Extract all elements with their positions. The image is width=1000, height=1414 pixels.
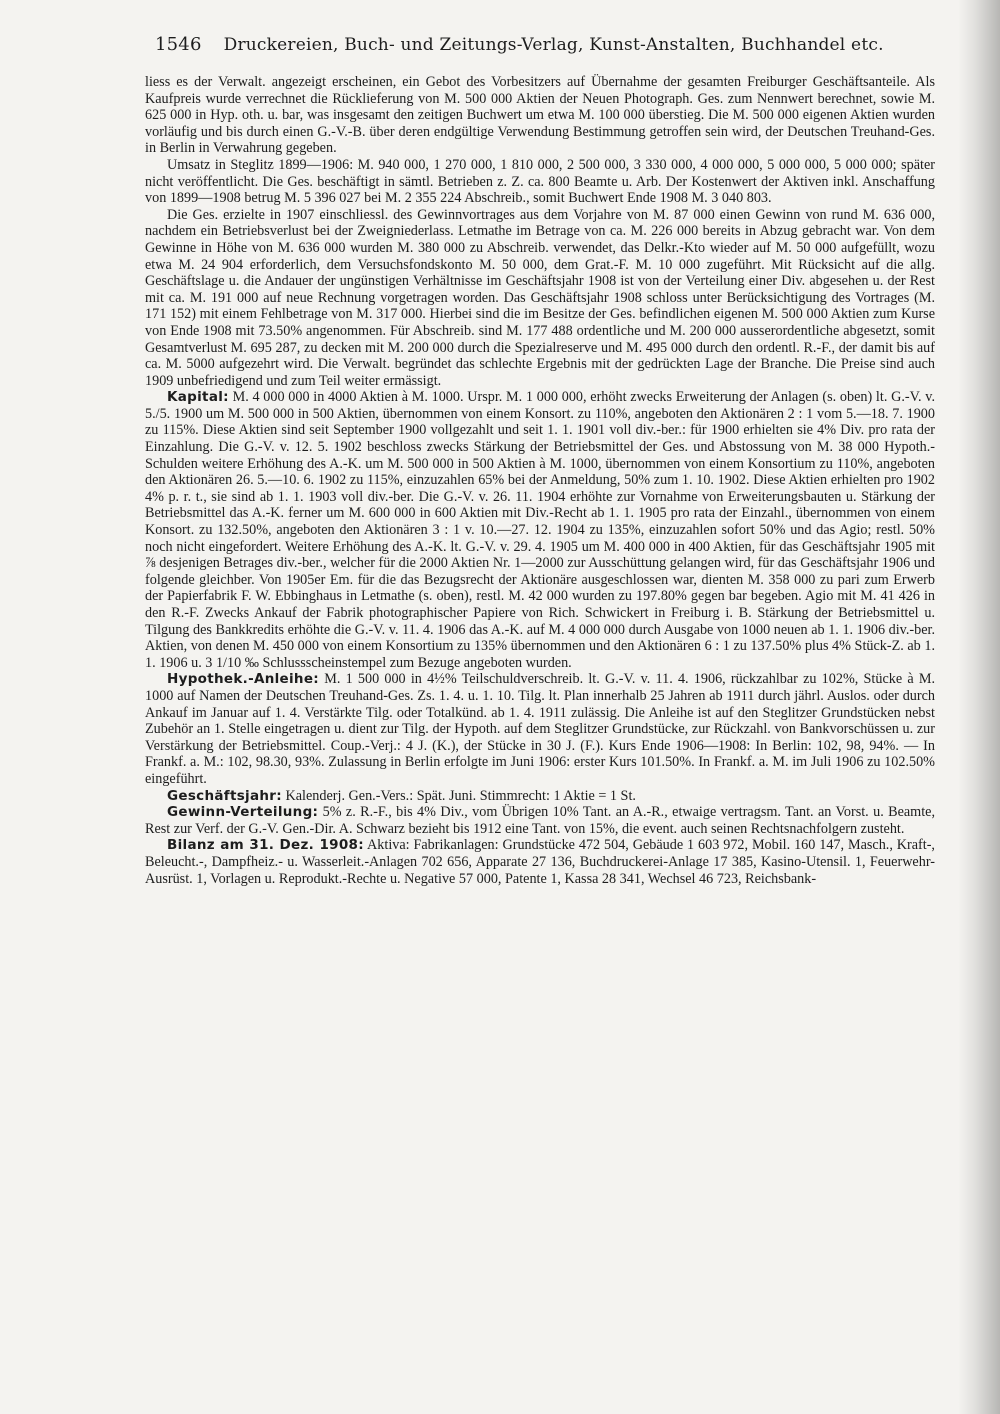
page-number: 1546 (155, 34, 202, 55)
book-spine-shadow (958, 0, 1000, 1414)
paragraph-kapital: Kapital: M. 4 000 000 in 4000 Aktien à M. 1000. Urspr. M. 1 000 000, erhöht zwecks Erweiterung der Anlagen (s. oben) lt. G.-V. v. 5./5. 1900 um M. 500 000 in 500 Aktien, übernommen von einem Konsort. zu 110%, angeboten den Aktionären 2 : 1 vom 5.—18. 7. 1900 zu 115%. Diese Aktien sind seit September 1900 vollgezahlt und seit 1. 1. 1901 voll div.-ber.: für 1900 erhielten sie 4% Div. pro rata der Einzahlung. Die G.-V. v. 12. 5. 1902 beschloss zwecks Stärkung der Betriebsmittel der Ges. und Abstossung von M. 38 000 Hypoth.-Schulden weitere Erhöhung des A.-K. um M. 500 000 in 500 Aktien à M. 1000, übernommen von einem Konsortium zu 110%, angeboten den Aktionären 26. 5.—10. 6. 1902 zu 115%, einzuzahlen 65% bei der Anmeldung, 50% zum 1. 10. 1902. Diese Aktien erhielten pro 1902 4% p. r. t., sie sind ab 1. 1. 1903 voll div.-ber. Die G.-V. v. 26. 11. 1904 erhöhte zur Vornahme von Erweiterungsbauten u. Stärkung der Betriebsmittel das A.-K. ferner um M. 600 000 in 600 Aktien mit Div.-Recht ab 1. 1. 1905 pro rata der Einzahl., übernommen von einem Konsort. zu 132.50%, angeboten den Aktionären 3 : 1 v. 10.—27. 12. 1904 zu 135%, einzuzahlen sofort 50% und das Agio; restl. 50% noch nicht eingefordert. Weitere Erhöhung des A.-K. lt. G.-V. v. 29. 4. 1905 um M. 400 000 in 400 Aktien, für das Geschäftsjahr 1905 mit ⅞ desjenigen Betrages div.-ber., welcher für die 2000 Aktien Nr. 1—2000 zur Ausschüttung gelangen wird, für das Geschäftsjahr 1906 und folgende gleichber. Von 1905er Em. für die das Bezugsrecht der Aktionäre ausgeschlossen war, dienten M. 358 000 zu pari zum Erwerb der Papierfabrik F. W. Ebbinghaus in Letmathe (s. oben), restl. M. 42 000 wurden zu 197.80% gegen bar begeben. Agio mit M. 41 426 in den R.-F. Zwecks Ankauf der Fabrik photographischer Papiere von Rich. Schwickert in Freiburg i. B. Stärkung der Betriebsmittel u. Tilgung des Bankkredits erhöhte die G.-V. v. 11. 4. 1906 das A.-K. auf M. 4 000 000 durch Ausgabe von 1000 neuen ab 1. 1. 1906 div.-ber. Aktien, von denen M. 450 000 von einem Konsortium zu 135% übernommen und den Aktionären 6 : 1 zu 137.50% plus 4% Stück-Z. ab 1. 1. 1906 u. 3 1/10 ‰ Schlussscheinstempel zum Bezuge angeboten wurden. (145, 389, 936, 671)
body-text (145, 74, 935, 887)
paragraph-geschaeftsjahr: Geschäftsjahr: Kalenderj. Gen.-Vers.: Spät. Juni. Stimmrecht: 1 Aktie = 1 St. (167, 787, 636, 804)
page-header (155, 34, 915, 55)
section-keyword: Bilanz am 31. Dez. 1908: (167, 837, 364, 854)
section-keyword: Hypothek.-Anleihe: (167, 671, 320, 688)
paragraph-hypothek: Hypothek.-Anleihe: M. 1 500 000 in 4½% Teilschuldverschreib. lt. G.-V. v. 11. 4. 1906, rückzahlbar zu 102%, Stücke à M. 1000 auf Namen der Deutschen Treuhand-Ges. Zs. 1. 4. u. 1. 10. Tilg. lt. Plan innerhalb 25 Jahren ab 1911 durch jährl. Auslos. oder durch Ankauf im Januar auf 1. 4. Verstärkte Tilg. oder Totalkünd. ab 1. 4. 1911 zulässig. Die Anleihe ist auf den Steglitzer Grundstücken nebst Zubehör an 1. Stelle eingetragen u. dient zur Tilg. der Hypoth. auf dem Steglitzer Grundstücke, zur Rückzahl. von Bankvorschüssen u. zur Verstärkung der Betriebsmittel. Coup.-Verj.: 4 J. (K.), der Stücke in 30 J. (F.). Kurs Ende 1906—1908: In Berlin: 102, 98, 94%. — In Frankf. a. M.: 102, 98.30, 93%. Zulassung in Berlin erfolgte im Juni 1906: erster Kurs 101.50%. In Frankf. a. M. im Juli 1906 zu 102.50% eingeführt. (145, 671, 936, 787)
section-keyword: Kapital: (167, 389, 229, 406)
paragraph-gewinn: Die Ges. erzielte in 1907 einschliessl. des Gewinnvortrages aus dem Vorjahre von M. 87 000 einen Gewinn von rund M. 636 000, nachdem ein Betriebsverlust bei der Zweigniederlass. Letmathe im Betrage von ca. M. 226 000 bereits in Abzug gebracht war. Von dem Gewinne in Höhe von M. 636 000 wurden M. 380 000 zu Abschreib. verwendet, das Delkr.-Kto wieder auf M. 50 000 aufgefüllt, wozu etwa M. 24 904 erforderlich, dem Versuchsfondskonto M. 50 000, dem Grat.-F. M. 10 000 zugeführt. Mit Rücksicht auf die allg. Geschäftslage u. die Andauer der ungünstigen Verhältnisse im Geschäftsjahr 1908 ist von der Verteilung einer Div. abgesehen u. der Rest mit ca. M. 191 000 auf neue Rechnung vorgetragen worden. Das Geschäftsjahr 1908 schloss unter Berücksichtigung des Vortrages (M. 171 152) mit einem Fehlbetrage von M. 317 000. Hierbei sind die im Besitze der Ges. befindlichen eigenen M. 500 000 Aktien zum Kurse von Ende 1908 mit 73.50% angenommen. Für Abschreib. sind M. 177 488 ordentliche und M. 200 000 ausserordentliche abgesetzt, somit Gesamtverlust M. 695 287, zu decken mit M. 200 000 durch die Spezialreserve und M. 495 000 durch den ordentl. R.-F., der damit bis auf ca. M. 5000 aufgezehrt wird. Die Verwalt. begründet das schlechte Ergebnis mit der gedrückten Lage der Branche. Die Preise sind auch 1909 unbefriedigend und zum Teil weiter ermässigt. (145, 206, 935, 389)
section-keyword: Gewinn-Verteilung: (167, 804, 319, 821)
paragraph-bilanz: Bilanz am 31. Dez. 1908: Aktiva: Fabrikanlagen: Grundstücke 472 504, Gebäude 1 603 972, Mobil. 160 147, Masch., Kraft-, Beleucht.-, Dampfheiz.- u. Wasserleit.-Anlagen 702 656, Apparate 27 136, Buchdruckerei-Anlage 17 385, Kasino-Utensil. 1, Feuerwehr-Ausrüst. 1, Vorlagen u. Reprodukt.-Rechte u. Negative 57 000, Patente 1, Kassa 28 341, Wechsel 46 723, Reichsbank- (145, 837, 935, 887)
paragraph-umsatz: Umsatz in Steglitz 1899—1906: M. 940 000, 1 270 000, 1 810 000, 2 500 000, 3 330 000, 4 000 000, 5 000 000, 5 000 000; später nicht veröffentlicht. Die Ges. beschäftigt in sämtl. Betrieben z. Z. ca. 800 Beamte u. Arb. Der Kostenwert der Aktiven inkl. Anschaffung von 1899—1908 betrug M. 5 396 027 bei M. 2 355 224 Abschreib., somit Buchwert Ende 1908 M. 3 040 803. (145, 156, 935, 207)
running-title: Druckereien, Buch- und Zeitungs-Verlag, Kunst-Anstalten, Buchhandel etc. (223, 35, 884, 55)
paragraph-gewinn-verteilung: Gewinn-Verteilung: 5% z. R.-F., bis 4% Div., vom Übrigen 10% Tant. an A.-R., etwaige vertragsm. Tant. an Vorst. u. Beamte, Rest zur Verf. der G.-V. Gen.-Dir. A. Schwarz bezieht bis 1912 eine Tant. von 15%, die event. auch seinen Rechtsnachfolgern zusteht. (145, 804, 936, 837)
paragraph-intro: liess es der Verwalt. angezeigt erscheinen, ein Gebot des Vorbesitzers auf Übernahme der gesamten Freiburger Geschäftsanteile. Als Kaufpreis wurde verrechnet die Rücklieferung von M. 500 000 Aktien der Neuen Photograph. Ges. zum Nennwert berechnet, sowie M. 625 000 in Hyp. oth. u. bar, was insgesamt den zeitigen Buchwert um etwa M. 100 000 überstieg. Die M. 500 000 eigenen Aktien wurden vorläufig und bis durch einen G.-V.-B. über deren endgültige Verwendung Bestimmung getroffen sein wird, der Deutschen Treuhand-Ges. in Berlin in Verwahrung gegeben. (145, 74, 935, 157)
section-keyword: Geschäftsjahr: (167, 787, 282, 804)
